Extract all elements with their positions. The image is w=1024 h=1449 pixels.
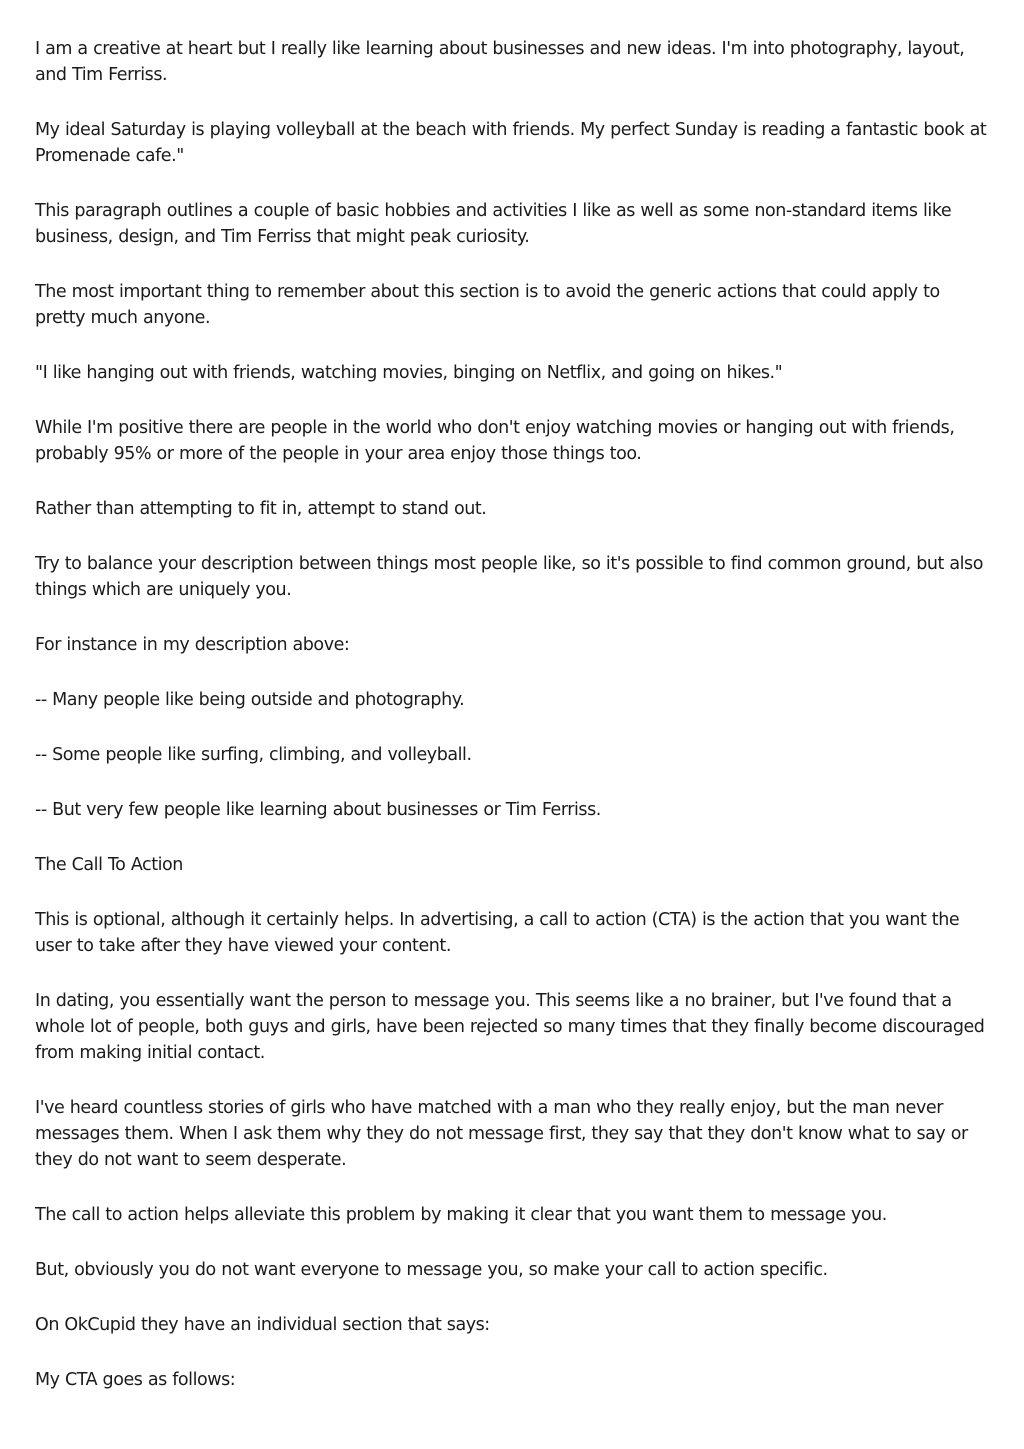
paragraph-for-instance: For instance in my description above: <box>35 635 350 655</box>
paragraph-common-interests: While I'm positive there are people in the world who don't enjoy watching movies or hanging out with friends, probably 95% or more of the people in your area enjoy those things too. <box>35 418 955 464</box>
paragraph-intro: I am a creative at heart but I really like learning about businesses and new ideas. I'm into photography, layout, and Tim Ferriss. <box>35 39 965 85</box>
paragraph-hobbies-outline: This paragraph outlines a couple of basic hobbies and activities I like as well as some non-standard items like business, design, and Tim Ferriss that might peak curiosity. <box>35 201 952 247</box>
paragraph-cta-specific: But, obviously you do not want everyone to message you, so make your call to action specific. <box>35 1260 828 1280</box>
paragraph-countless-stories: I've heard countless stories of girls who have matched with a man who they really enjoy, but the man never messages them. When I ask them why they do not message first, they say that they don't know what to say or they do not want to seem desperate. <box>35 1098 968 1170</box>
paragraph-cta-definition: This is optional, although it certainly helps. In advertising, a call to action (CTA) is the action that you want the user to take after they have viewed your content. <box>35 910 960 956</box>
paragraph-dating-message: In dating, you essentially want the person to message you. This seems like a no brainer, but I've found that a whole lot of people, both guys and girls, have been rejected so many times that they finally become discouraged from making initial contact. <box>35 991 985 1063</box>
paragraph-avoid-generic: The most important thing to remember about this section is to avoid the generic actions that could apply to pretty much anyone. <box>35 282 940 328</box>
list-item-many-people: -- Many people like being outside and photography. <box>35 690 465 710</box>
list-item-some-people: -- Some people like surfing, climbing, and volleyball. <box>35 745 472 765</box>
paragraph-my-cta: My CTA goes as follows: <box>35 1370 236 1390</box>
paragraph-stand-out: Rather than attempting to fit in, attempt to stand out. <box>35 499 487 519</box>
paragraph-okcupid-section: On OkCupid they have an individual section that says: <box>35 1315 490 1335</box>
paragraph-ideal-weekend: My ideal Saturday is playing volleyball at the beach with friends. My perfect Sunday is reading a fantastic book at Promenade cafe." <box>35 120 987 166</box>
section-heading-call-to-action: The Call To Action <box>35 855 183 875</box>
article-body <box>35 36 995 1422</box>
paragraph-generic-quote: "I like hanging out with friends, watching movies, binging on Netflix, and going on hikes." <box>35 363 783 383</box>
paragraph-cta-helps: The call to action helps alleviate this problem by making it clear that you want them to message you. <box>35 1205 887 1225</box>
paragraph-balance: Try to balance your description between things most people like, so it's possible to find common ground, but also things which are uniquely you. <box>35 554 983 600</box>
list-item-few-people: -- But very few people like learning about businesses or Tim Ferriss. <box>35 800 601 820</box>
